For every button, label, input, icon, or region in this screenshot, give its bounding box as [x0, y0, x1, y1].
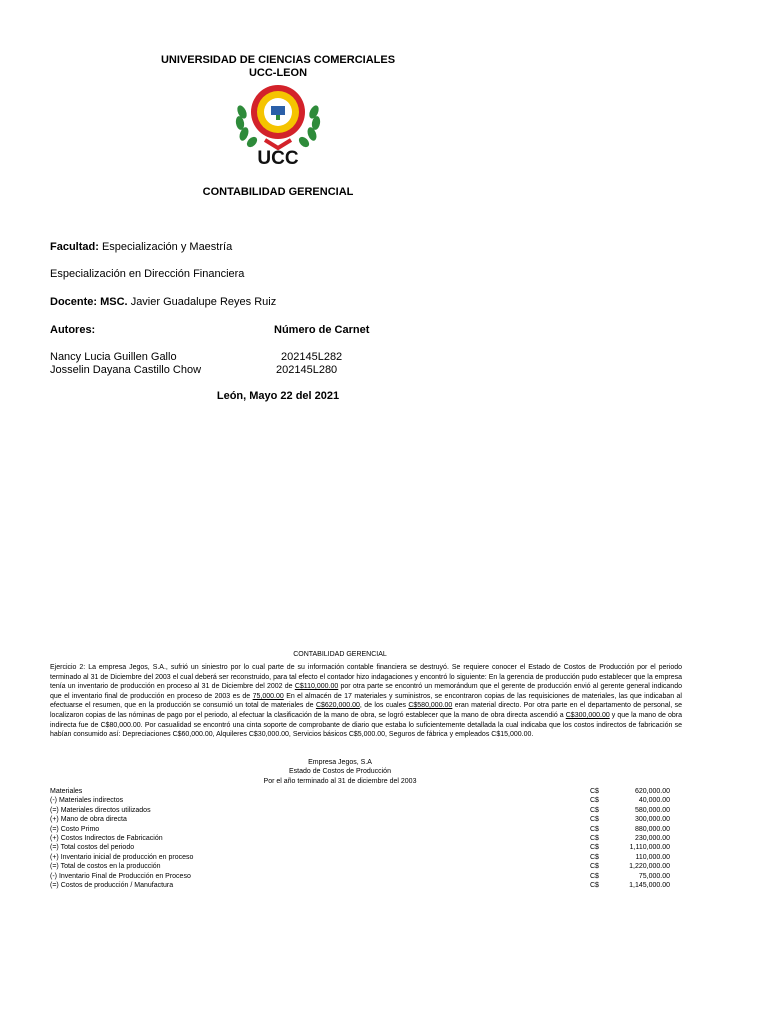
- row-currency: C$: [590, 853, 599, 861]
- row-label: Materiales: [50, 788, 83, 795]
- exercise-part: En el almacén de 17 materiales y suministros, se encontraron copias de las requisiciones de materiales, las que indicaban al efectuarse el resumen, que en la producción se consumió un total de materiales de: [50, 692, 682, 710]
- row-currency: C$: [590, 806, 599, 814]
- author-name: Nancy Lucia Guillen Gallo: [50, 351, 177, 363]
- table-row: [50, 853, 670, 862]
- ucc-seal-icon: [232, 82, 324, 166]
- statement-period: Por el año terminado al 31 de diciembre del 2003: [263, 778, 417, 785]
- ucc-logo: [232, 82, 324, 166]
- row-label: (-) Inventario Final de Producción en Proceso: [50, 872, 191, 880]
- docente-line: [50, 296, 276, 308]
- row-currency: C$: [590, 872, 599, 880]
- row-label: (+) Costos Indirectos de Fabricación: [50, 835, 163, 843]
- docente-value: Javier Guadalupe Reyes Ruiz: [130, 296, 277, 308]
- row-label: (=) Materiales directos utilizados: [50, 806, 151, 814]
- autores-label: Autores:: [50, 324, 96, 336]
- table-row: [50, 806, 670, 815]
- statement-company: Empresa Jegos, S.A: [308, 759, 372, 766]
- row-label: (-) Materiales indirectos: [50, 797, 124, 805]
- table-row: [50, 881, 670, 890]
- university-campus: UCC-LEON: [248, 67, 308, 79]
- row-amount: 75,000.00: [638, 872, 670, 880]
- author-carnet: 202145L282: [281, 351, 343, 363]
- table-row: [50, 787, 670, 796]
- docente-label: Docente: MSC.: [50, 296, 128, 308]
- document-date: León, Mayo 22 del 2021: [216, 390, 340, 402]
- row-currency: C$: [590, 788, 599, 795]
- row-currency: C$: [590, 835, 599, 843]
- row-label: (=) Costo Primo: [50, 825, 100, 833]
- statement-title: Estado de Costos de Producción: [289, 768, 391, 775]
- row-label: (=) Total costos del periodo: [50, 844, 135, 852]
- table-row: [50, 825, 670, 834]
- row-currency: C$: [590, 797, 599, 805]
- author-name: Josselin Dayana Castillo Chow: [50, 364, 202, 376]
- row-currency: C$: [590, 825, 599, 833]
- row-amount: 1,110,000.00: [629, 844, 670, 852]
- table-row: [50, 834, 670, 843]
- table-row: [50, 862, 670, 871]
- facultad-label: Facultad:: [50, 241, 99, 253]
- row-amount: 1,145,000.00: [629, 882, 670, 890]
- exercise-part: por otra parte se encontró un memorándum que el gerente de producción envió al gerente general indicando que el inventario final de producción en proceso de 2003 es de: [50, 683, 682, 700]
- table-row: [50, 815, 670, 824]
- row-label: (+) Inventario inicial de producción en proceso: [50, 853, 194, 861]
- exercise-part: , de los cuales: [359, 702, 409, 710]
- row-amount: 880,000.00: [634, 825, 670, 833]
- row-label: (=) Total de costos en la producción: [50, 863, 161, 871]
- row-amount: 1,220,000.00: [629, 863, 670, 871]
- exercise-amount: C$300,000.00: [565, 711, 610, 719]
- exercise-part: eran material directo. Por otra parte en el departamento de personal, se localizaron copias de las nóminas de pago por el periodo, al efectuar la clasificación de la mano de obra, se logró establecer que la mano de obra directa ascendió a: [50, 702, 682, 719]
- exercise-amount: C$620,000.00: [315, 702, 360, 710]
- facultad-value: Especialización y Maestría: [101, 241, 233, 253]
- row-label: (=) Costos de producción / Manufactura: [50, 882, 174, 890]
- section-title: CONTABILIDAD GERENCIAL: [293, 651, 387, 658]
- row-currency: C$: [590, 863, 599, 871]
- exercise-text: [50, 663, 682, 740]
- university-header: [0, 54, 556, 80]
- row-amount: 40,000.00: [638, 797, 670, 805]
- table-row: [50, 796, 670, 805]
- row-amount: 580,000.00: [634, 806, 670, 814]
- exercise-part: Ejercicio 2: La empresa Jegos, S.A., sufrió un siniestro por lo cual parte de su información contable financiera se destruyó. Se requiere conocer el Estado de Costos de Producción por el periodo terminado al 31 de Diciembre del 2003 el cual deberá ser reconstruido, para tal efecto el contador hizo indagaciones y encontró lo siguiente: En la gerencia de producción pudo establecer que la empresa tenía un inventario de producción en proceso al 31 de Diciembre del 2002 de: [50, 664, 682, 691]
- carnet-label: Número de Carnet: [274, 324, 370, 336]
- row-currency: C$: [590, 816, 599, 824]
- table-row: [50, 872, 670, 881]
- row-amount: 110,000.00: [635, 853, 670, 861]
- row-currency: C$: [590, 844, 599, 852]
- exercise-amount: C$580,000.00: [408, 702, 453, 710]
- row-amount: 230,000.00: [634, 835, 670, 843]
- exercise-amount: 75,000.00: [252, 692, 284, 700]
- row-currency: C$: [590, 882, 599, 890]
- cost-statement-table: [50, 787, 670, 890]
- table-row: [50, 843, 670, 852]
- university-name: UNIVERSIDAD DE CIENCIAS COMERCIALES: [160, 54, 396, 66]
- especializacion: Especialización en Dirección Financiera: [50, 268, 245, 280]
- exercise-part: y que la mano de obra indirecta fue de C$80,000.00. Por casualidad se encontró una cinta soporte de comprobante de diario que estaba lo suficientemente detallada la cual indicaba que los costos indirectos de fabricación se habían consumido así: Depreciaciones C$60,000.00, Alquileres C$30,000.00, Servicios básicos C$5,000.00, Seguros de fábrica y empleados C$15,000.00.: [50, 711, 682, 739]
- exercise-amount: C$110,000.00: [294, 683, 339, 691]
- author-carnet: 202145L280: [276, 364, 338, 376]
- row-amount: 620,000.00: [634, 788, 670, 795]
- row-amount: 300,000.00: [634, 816, 670, 824]
- facultad-line: [50, 241, 232, 253]
- row-label: (+) Mano de obra directa: [50, 816, 127, 824]
- logo-text: UCC: [257, 148, 299, 166]
- course-title: CONTABILIDAD GERENCIAL: [202, 186, 354, 198]
